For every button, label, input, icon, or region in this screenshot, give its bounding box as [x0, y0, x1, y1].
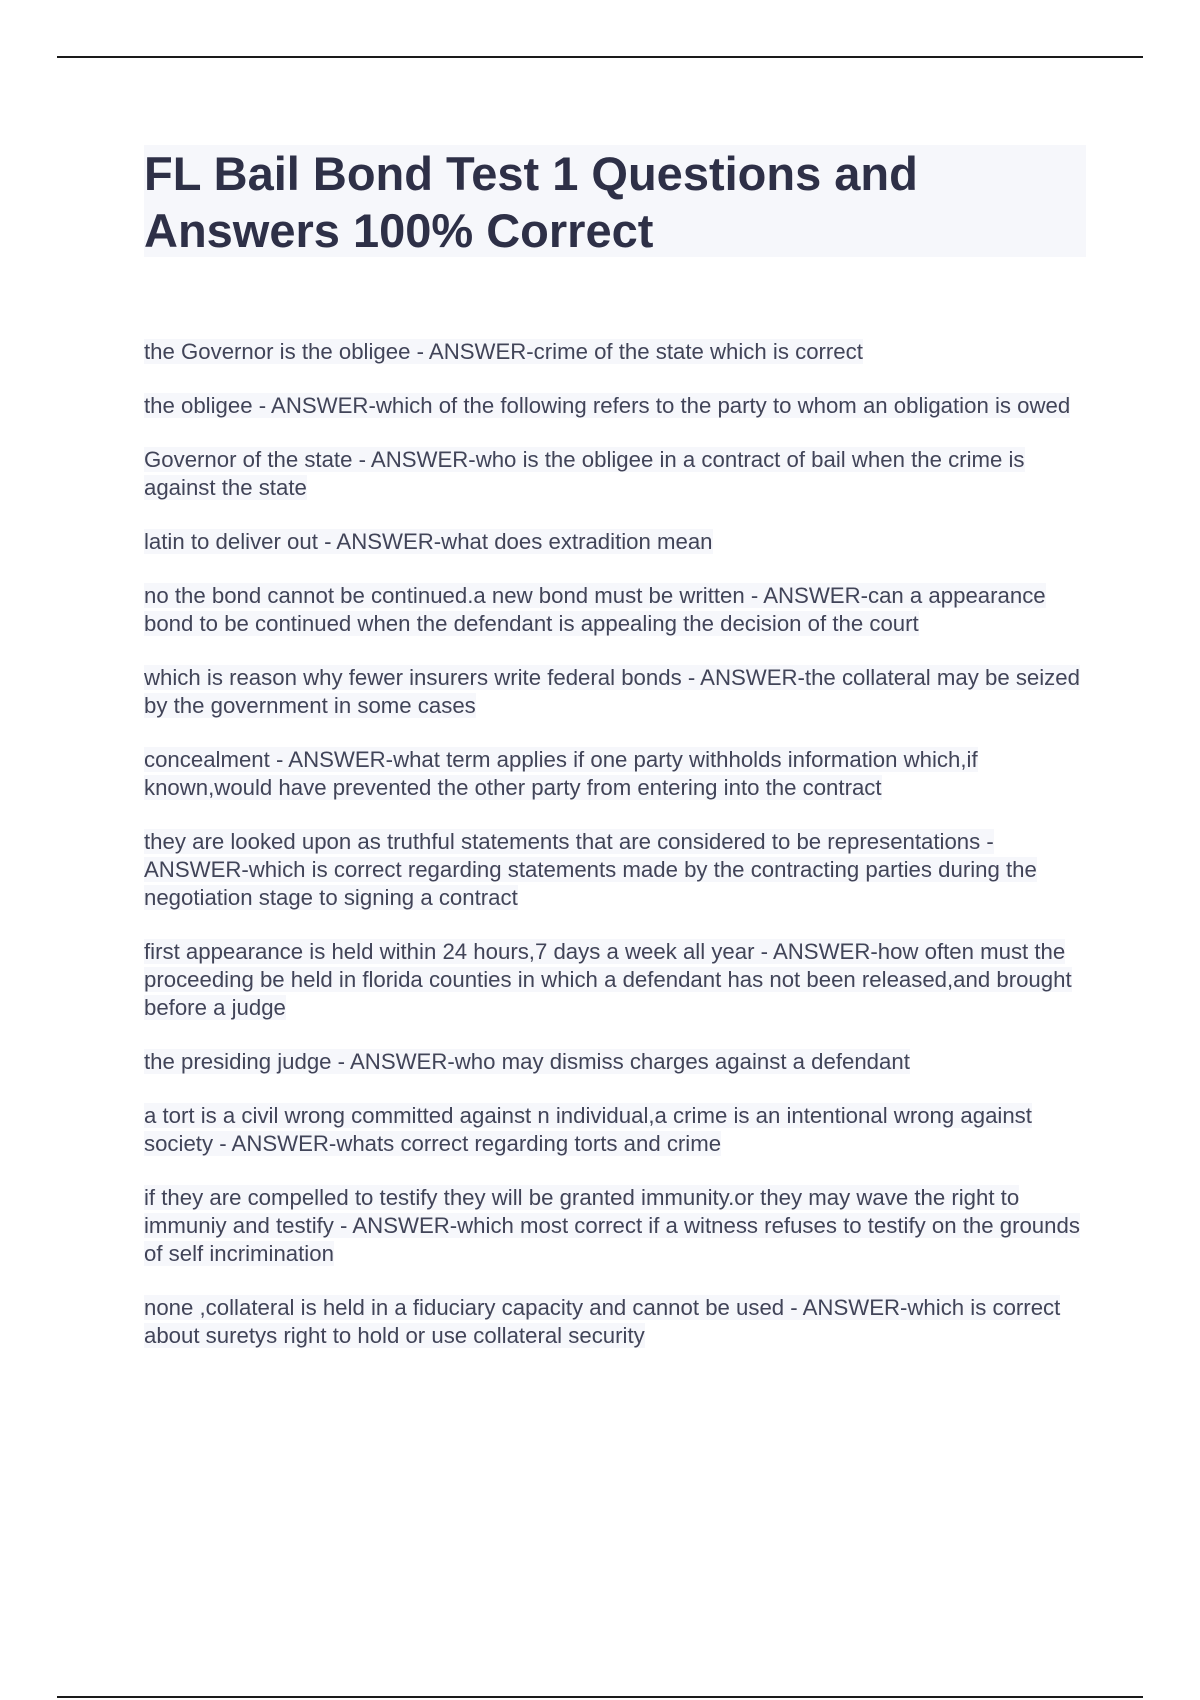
qa-text: if they are compelled to testify they will be granted immunity.or they may wave the right to immuniy and testify - ANSWER-which most correct if a witness refuses to testify on the grounds of self incrimination: [144, 1185, 1080, 1266]
qa-item: [144, 446, 1089, 502]
qa-item: [144, 1048, 1089, 1076]
title-block: [144, 145, 1086, 257]
qa-text: they are looked upon as truthful statements that are considered to be representations - ANSWER-which is correct regarding statements made by the contracting parties during the negotiation stage to signing a contract: [144, 829, 1037, 910]
qa-item: [144, 528, 1089, 556]
qa-text: no the bond cannot be continued.a new bond must be written - ANSWER-can a appearance bond to be continued when the defendant is appealing the decision of the court: [144, 583, 1046, 636]
qa-text: a tort is a civil wrong committed against n individual,a crime is an intentional wrong against society - ANSWER-whats correct regarding torts and crime: [144, 1103, 1032, 1156]
qa-item: [144, 338, 1089, 366]
header-rule: [57, 56, 1143, 58]
qa-item: [144, 1294, 1089, 1350]
qa-item: [144, 938, 1089, 1022]
qa-text: the Governor is the obligee - ANSWER-crime of the state which is correct: [144, 339, 863, 364]
qa-text: first appearance is held within 24 hours,7 days a week all year - ANSWER-how often must the proceeding be held in florida counties in which a defendant has not been released,and brought before a judge: [144, 939, 1072, 1020]
qa-text: concealment - ANSWER-what term applies if one party withholds information which,if known,would have prevented the other party from entering into the contract: [144, 747, 978, 800]
qa-text: none ,collateral is held in a fiduciary capacity and cannot be used - ANSWER-which is correct about suretys right to hold or use collateral security: [144, 1295, 1061, 1348]
qa-item: [144, 664, 1089, 720]
qa-item: [144, 392, 1089, 420]
document-title: FL Bail Bond Test 1 Questions and Answers 100% Correct: [144, 147, 918, 257]
qa-text: the presiding judge - ANSWER-who may dismiss charges against a defendant: [144, 1049, 910, 1074]
qa-text: which is reason why fewer insurers write federal bonds - ANSWER-the collateral may be seized by the government in some cases: [144, 665, 1080, 718]
qa-item: [144, 828, 1089, 912]
qa-item: [144, 582, 1089, 638]
qa-list: [144, 338, 1089, 1376]
qa-item: [144, 1184, 1089, 1268]
qa-text: Governor of the state - ANSWER-who is the obligee in a contract of bail when the crime is against the state: [144, 447, 1025, 500]
qa-item: [144, 746, 1089, 802]
qa-item: [144, 1102, 1089, 1158]
footer-rule: [57, 1696, 1143, 1698]
qa-text: the obligee - ANSWER-which of the following refers to the party to whom an obligation is owed: [144, 393, 1071, 418]
qa-text: latin to deliver out - ANSWER-what does extradition mean: [144, 529, 713, 554]
